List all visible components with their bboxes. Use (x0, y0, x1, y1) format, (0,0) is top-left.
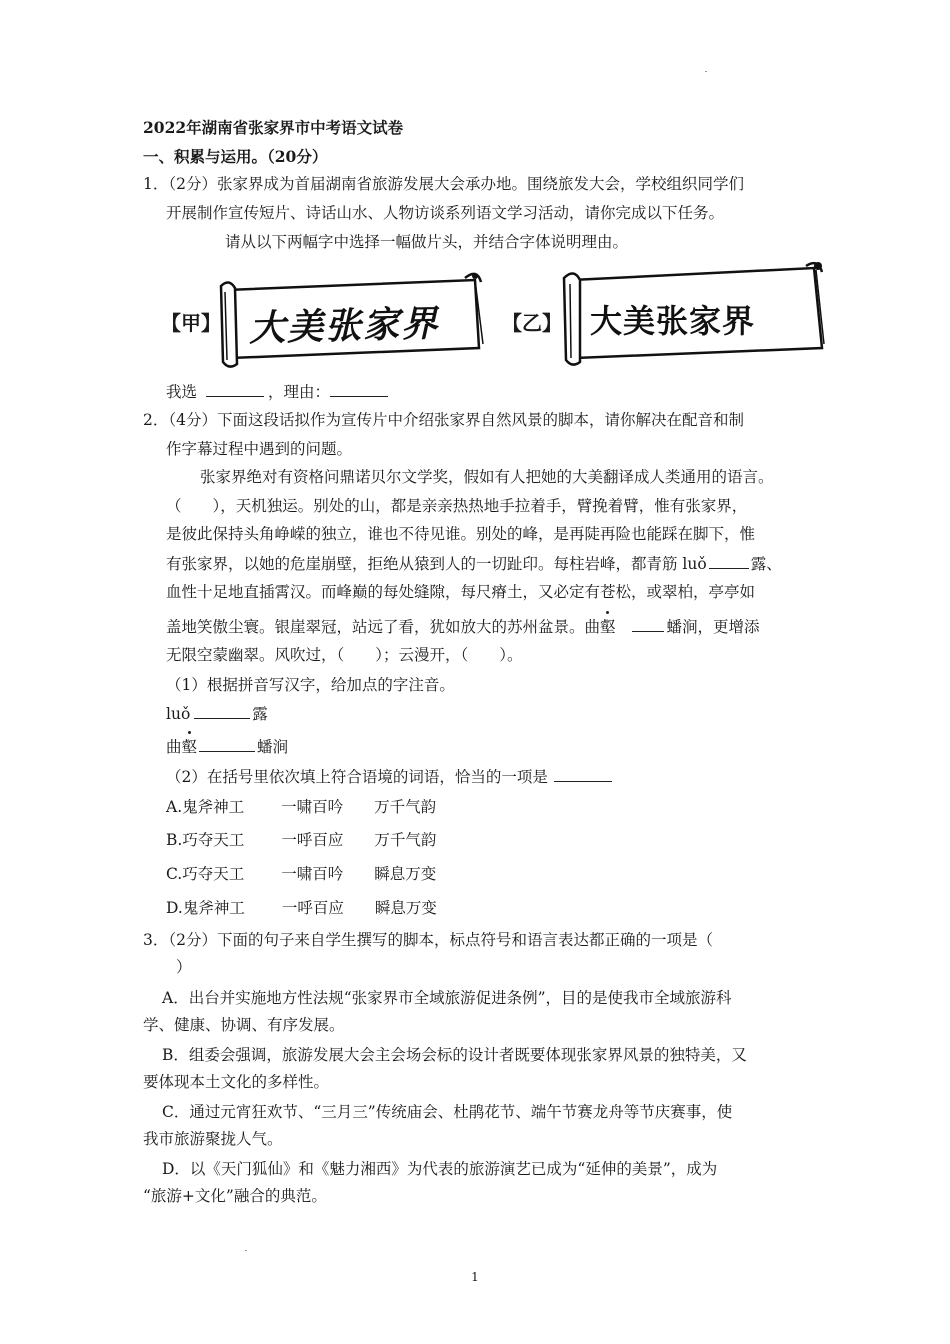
option-letter: D. (166, 899, 183, 917)
reason-blank[interactable] (330, 381, 388, 397)
option-word-2: 一呼百应 (281, 899, 344, 917)
he-dotted-char: 壑 (181, 738, 198, 756)
luo-blank-inline[interactable] (709, 553, 749, 569)
q2-para-line7: 无限空蒙幽翠。风吹过，（ ）；云漫开，（ ）。 (166, 646, 523, 664)
option-c[interactable] (166, 864, 436, 884)
option-word-3: 瞬息万变 (374, 865, 437, 883)
scroll-b-text: 大美张家界 (590, 302, 756, 340)
q2-para-line1: 张家界绝对有资格问鼎诺贝尔文学奖，假如有人把她的大美翻译成人类通用的语言。 (200, 468, 774, 486)
scroll-a-text: 大美张家界 (248, 302, 440, 350)
pan-jian-chars: 蟠涧 (257, 738, 289, 756)
pinyin-luo: luǒ (166, 705, 191, 723)
q2-para-line3: 是彼此保持头角峥嵘的独立，谁也不待见谁。别处的峰，是再陡再险也能踩在脚下，惟 (166, 525, 756, 543)
option-b[interactable] (166, 830, 436, 850)
q1-line1: 1．（2分）张家界成为首届湖南省旅游发展大会承办地。围绕旅发大会，学校组织同学们 (143, 175, 744, 193)
q3-option-d-line2: “旅游+文化”融合的典范。 (143, 1187, 327, 1205)
option-d[interactable] (166, 898, 437, 918)
dotted-char: 壑 (600, 618, 616, 636)
q1-line3: 请从以下两幅字中选择一幅做片头，并结合字体说明理由。 (225, 233, 629, 251)
option-word-3: 瞬息万变 (374, 899, 437, 917)
q2-para-line4 (166, 553, 782, 574)
option-letter: B. (166, 831, 183, 849)
q3-line2: ） (176, 958, 192, 976)
q2-para-line5: 血性十足地直插霄汉。而峰巅的每处缝隙，每尺瘠土，又必定有苍松，或翠柏，亭亭如 (166, 583, 756, 601)
q2-sub1-a (166, 703, 268, 724)
q2-sub1: （1）根据拼音写汉字，给加点的字注音。 (166, 676, 455, 694)
option-letter: A. (166, 798, 183, 816)
q1-line2: 开展制作宣传短片、诗话山水、人物访谈系列语文学习活动，请你完成以下任务。 (166, 204, 725, 222)
option-word-3: 万千气韵 (374, 798, 437, 816)
q2-sub2 (166, 766, 612, 787)
scroll-calligraphy-a (213, 270, 485, 370)
he-answer-blank[interactable] (199, 736, 255, 752)
option-word-2: 一啸百吟 (281, 865, 344, 883)
q2-line1: 2．（4分）下面这段话拟作为宣传片中介绍张家界自然风景的脚本，请你解决在配音和制 (143, 411, 744, 429)
q2-para-line4-text: 有张家界，以她的危崖崩壁，拒绝从猿到人的一切趾印。每柱岩峰，都青筋 luǒ (166, 555, 707, 573)
answer-mid: ，理由： (267, 383, 330, 401)
q2-para-line2: （ ），天机独运。别处的山，都是亲亲热热地手拉着手，臂挽着臂，惟有张家界， (166, 497, 748, 515)
scroll-calligraphy-b (556, 260, 826, 368)
q3-option-c-line1[interactable]: C．通过元宵狂欢节、“三月三”传统庙会、杜鹃花节、端午节赛龙舟等节庆赛事，使 (162, 1103, 733, 1121)
q3-option-a-line1[interactable]: A．出台并实施地方性法规“张家界市全域旅游促进条例”，目的是使我市全域旅游科 (162, 989, 732, 1007)
answer-prefix: 我选 (166, 383, 198, 401)
q2-sub1-b (166, 736, 288, 757)
q1-answer-line (166, 381, 388, 402)
option-a[interactable] (166, 797, 436, 817)
q2-para-line6 (166, 616, 760, 637)
option-letter: C. (166, 865, 183, 883)
page-number: 1 (471, 1270, 479, 1284)
option-word-1: 巧夺天工 (182, 865, 245, 883)
q3-option-b-line2: 要体现本土文化的多样性。 (143, 1073, 330, 1091)
section-heading: 一、积累与运用。（20分） (143, 147, 328, 166)
he-blank-inline[interactable] (632, 616, 664, 632)
q2-sub2-text: （2）在括号里依次填上符合语境的词语，恰当的一项是 (166, 768, 548, 786)
option-word-2: 一啸百吟 (281, 798, 344, 816)
scan-speck (705, 71, 707, 72)
q2-para-line6-text: 盖地笑傲尘寰。银崖翠冠，站远了看，犹如放大的苏州盆景。曲 (166, 618, 601, 636)
sub2-answer-blank[interactable] (554, 766, 612, 782)
option-word-1: 鬼斧神工 (182, 899, 245, 917)
option-word-3: 万千气韵 (374, 831, 437, 849)
scan-speck (245, 1250, 247, 1251)
option-word-1: 鬼斧神工 (182, 798, 245, 816)
q3-option-b-line1[interactable]: B．组委会强调，旅游发展大会主会场会标的设计者既要体现张家界风景的独特美，又 (162, 1046, 747, 1064)
q3-option-d-line1[interactable]: D．以《天门狐仙》和《魅力湘西》为代表的旅游演艺已成为“延伸的美景”，成为 (162, 1160, 718, 1178)
exam-title: 2022年湖南省张家界市中考语文试卷 (143, 118, 404, 137)
luo-answer-blank[interactable] (194, 703, 250, 719)
q3-line1: 3．（2分）下面的句子来自学生撰写的脚本，标点符号和语言表达都正确的一项是（ (143, 931, 713, 949)
option-word-2: 一呼百应 (281, 831, 344, 849)
q3-option-a-line2: 学、健康、协调、有序发展。 (143, 1016, 345, 1034)
lu-char: 露 (252, 705, 268, 723)
q3-option-c-line2: 我市旅游聚拢人气。 (143, 1130, 283, 1148)
q2-para-line4-end: 露、 (750, 555, 782, 573)
option-word-1: 巧夺天工 (182, 831, 245, 849)
label-jia: 【甲】 (161, 311, 221, 335)
qu-char: 曲 (166, 738, 182, 756)
label-yi: 【乙】 (502, 311, 562, 335)
choice-blank[interactable] (206, 381, 264, 397)
q2-para-line6-end: 蟠涧，更增添 (666, 618, 760, 636)
q2-line2: 作字幕过程中遇到的问题。 (166, 440, 353, 458)
